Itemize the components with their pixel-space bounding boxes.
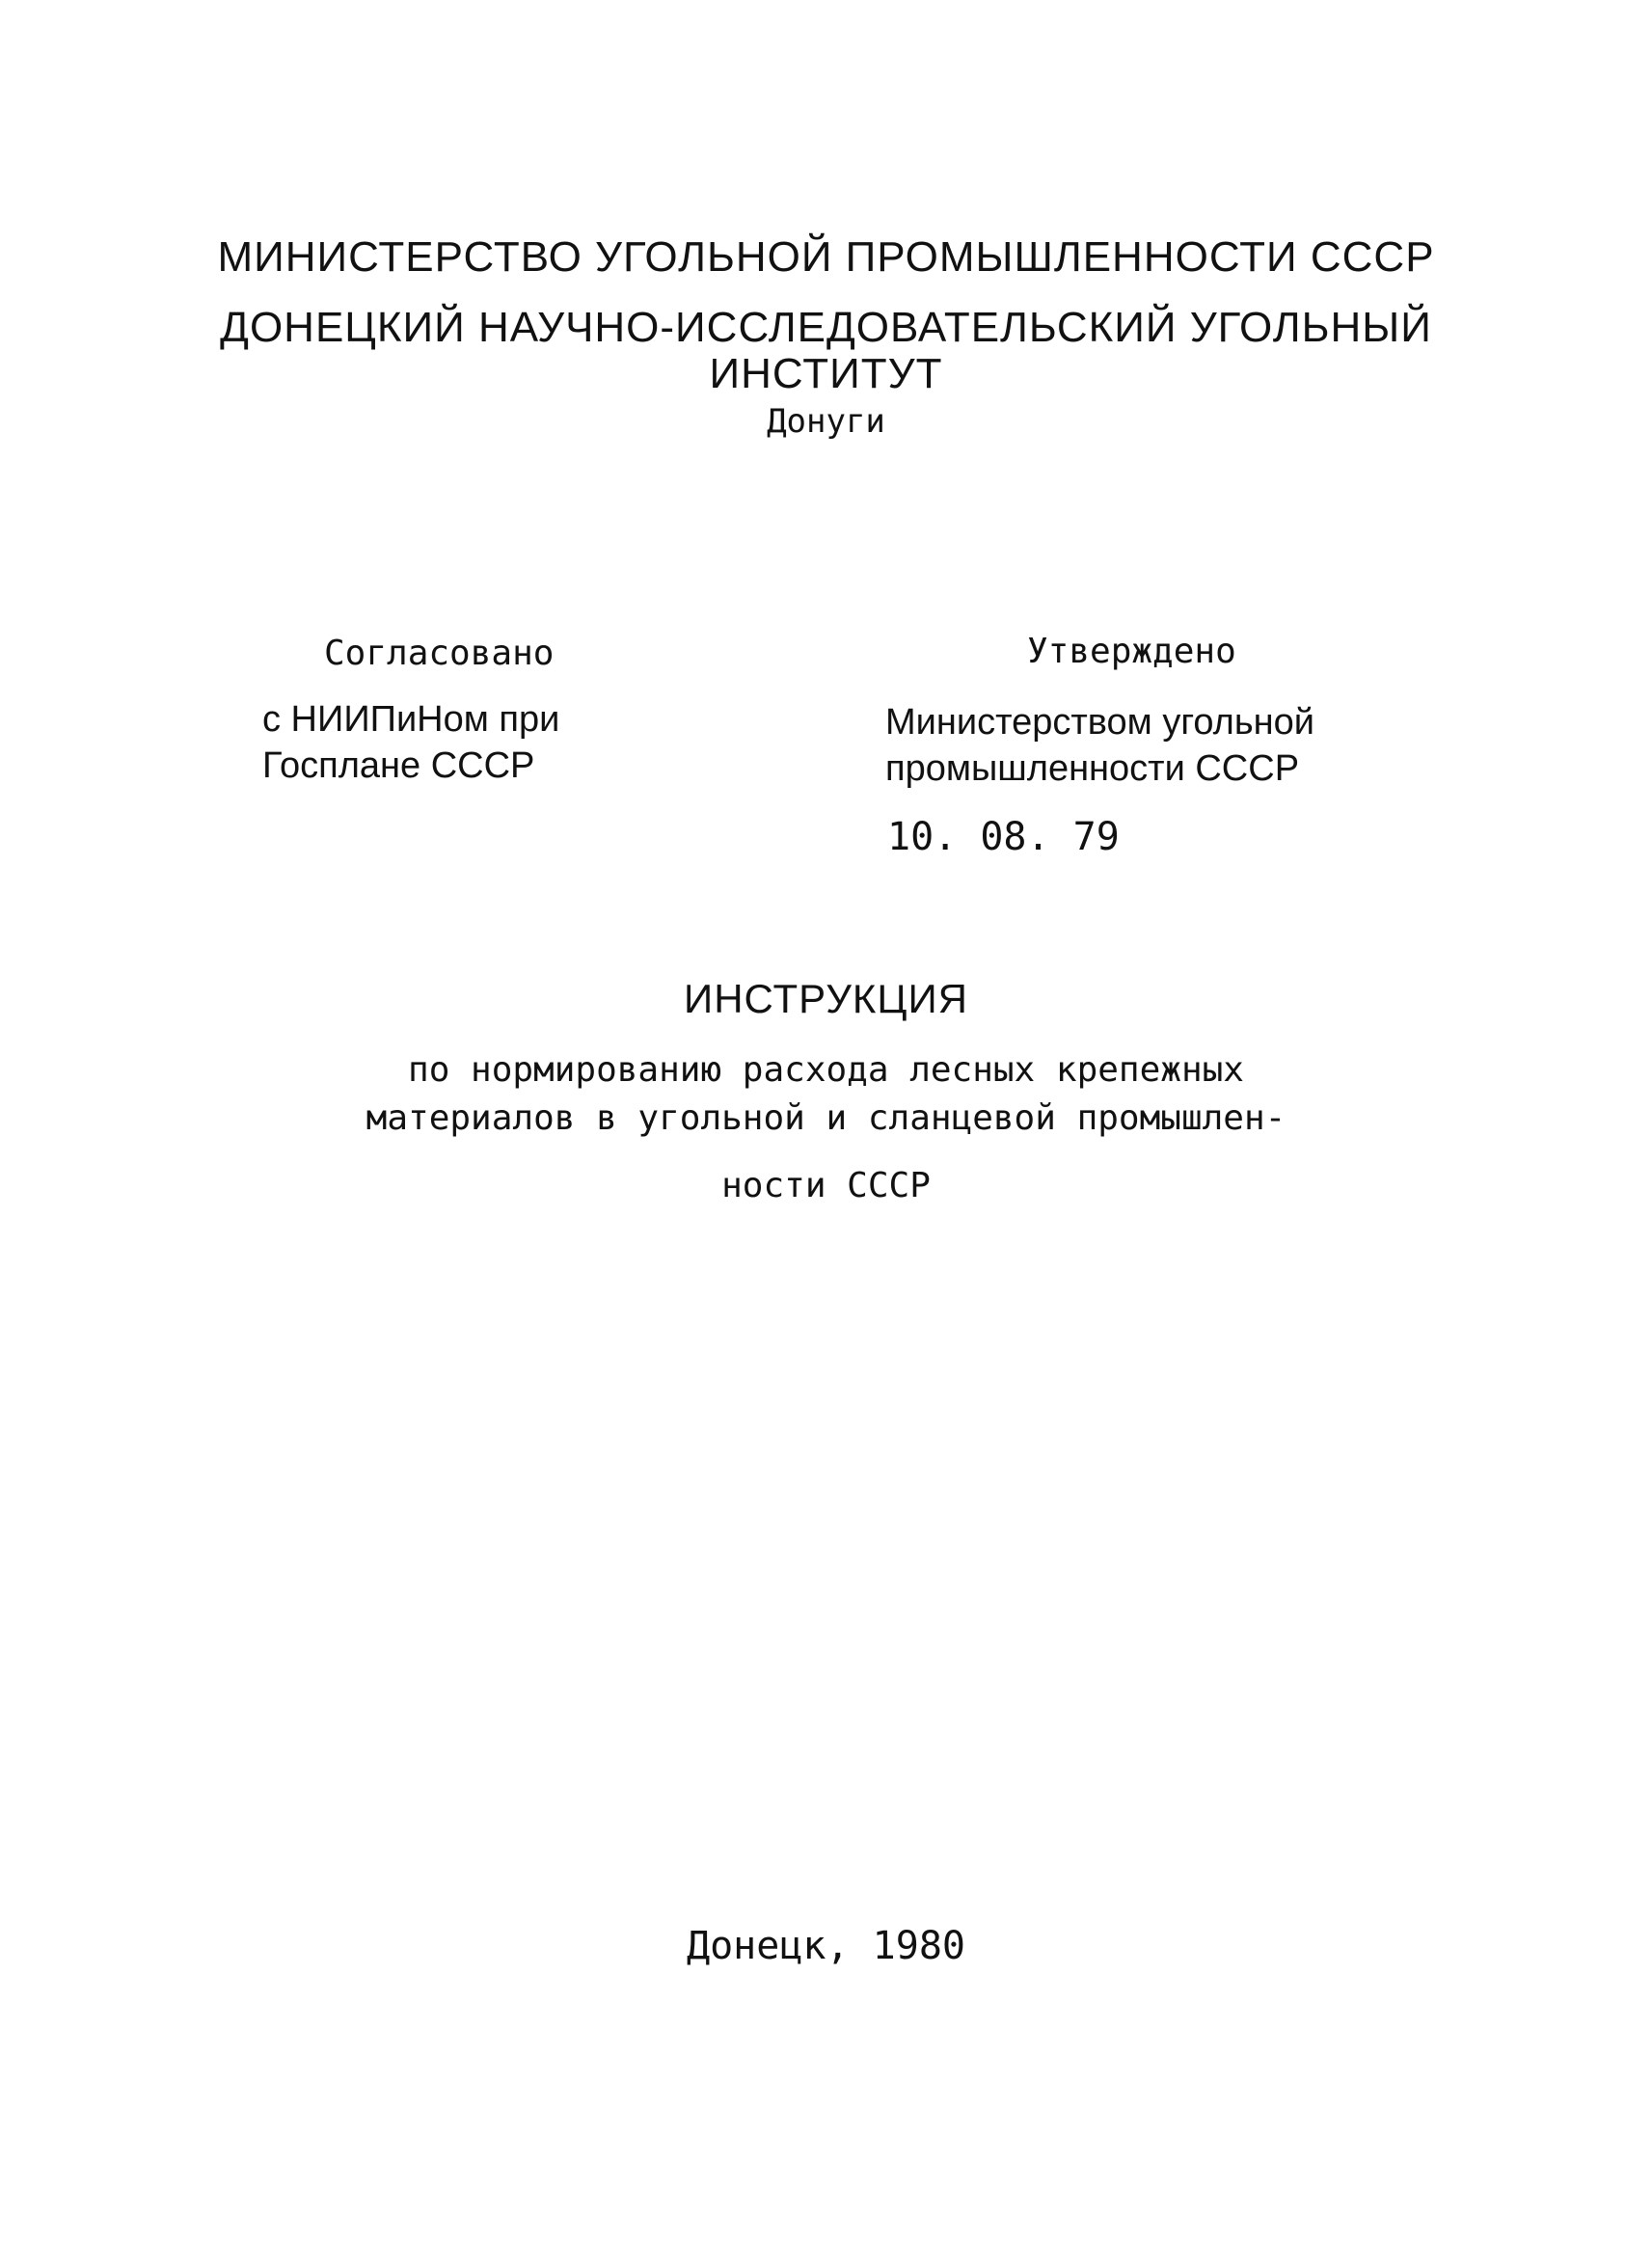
document-subtitle-line3: ности СССР	[721, 1166, 931, 1205]
institute-abbreviation: Донуги	[767, 402, 885, 441]
agreed-heading: Согласовано	[324, 634, 555, 673]
place-and-year: Донецк, 1980	[687, 1924, 965, 1968]
institute-title-line2: ИНСТИТУТ	[709, 350, 943, 397]
document-type-title: ИНСТРУКЦИЯ	[684, 976, 968, 1021]
institute-title-line1: ДОНЕЦКИЙ НАУЧНО-ИССЛЕДОВАТЕЛЬСКИЙ УГОЛЬНЫЙ	[220, 304, 1432, 351]
agreed-line1: с НИИПиНом при	[262, 699, 560, 740]
agreed-line2: Госплане СССР	[262, 745, 535, 786]
ministry-title: МИНИСТЕРСТВО УГОЛЬНОЙ ПРОМЫШЛЕННОСТИ СССР	[217, 233, 1435, 281]
document-subtitle-line1: по нормированию расхода лесных крепежных	[408, 1050, 1244, 1090]
document-subtitle-line2: материалов в угольной и сланцевой промышлен-	[366, 1098, 1286, 1138]
approval-date: 10. 08. 79	[887, 815, 1120, 859]
approved-line1: Министерством угольной	[885, 702, 1314, 743]
approved-heading: Утверждено	[1027, 632, 1236, 671]
approved-line2: промышленности СССР	[885, 748, 1300, 789]
